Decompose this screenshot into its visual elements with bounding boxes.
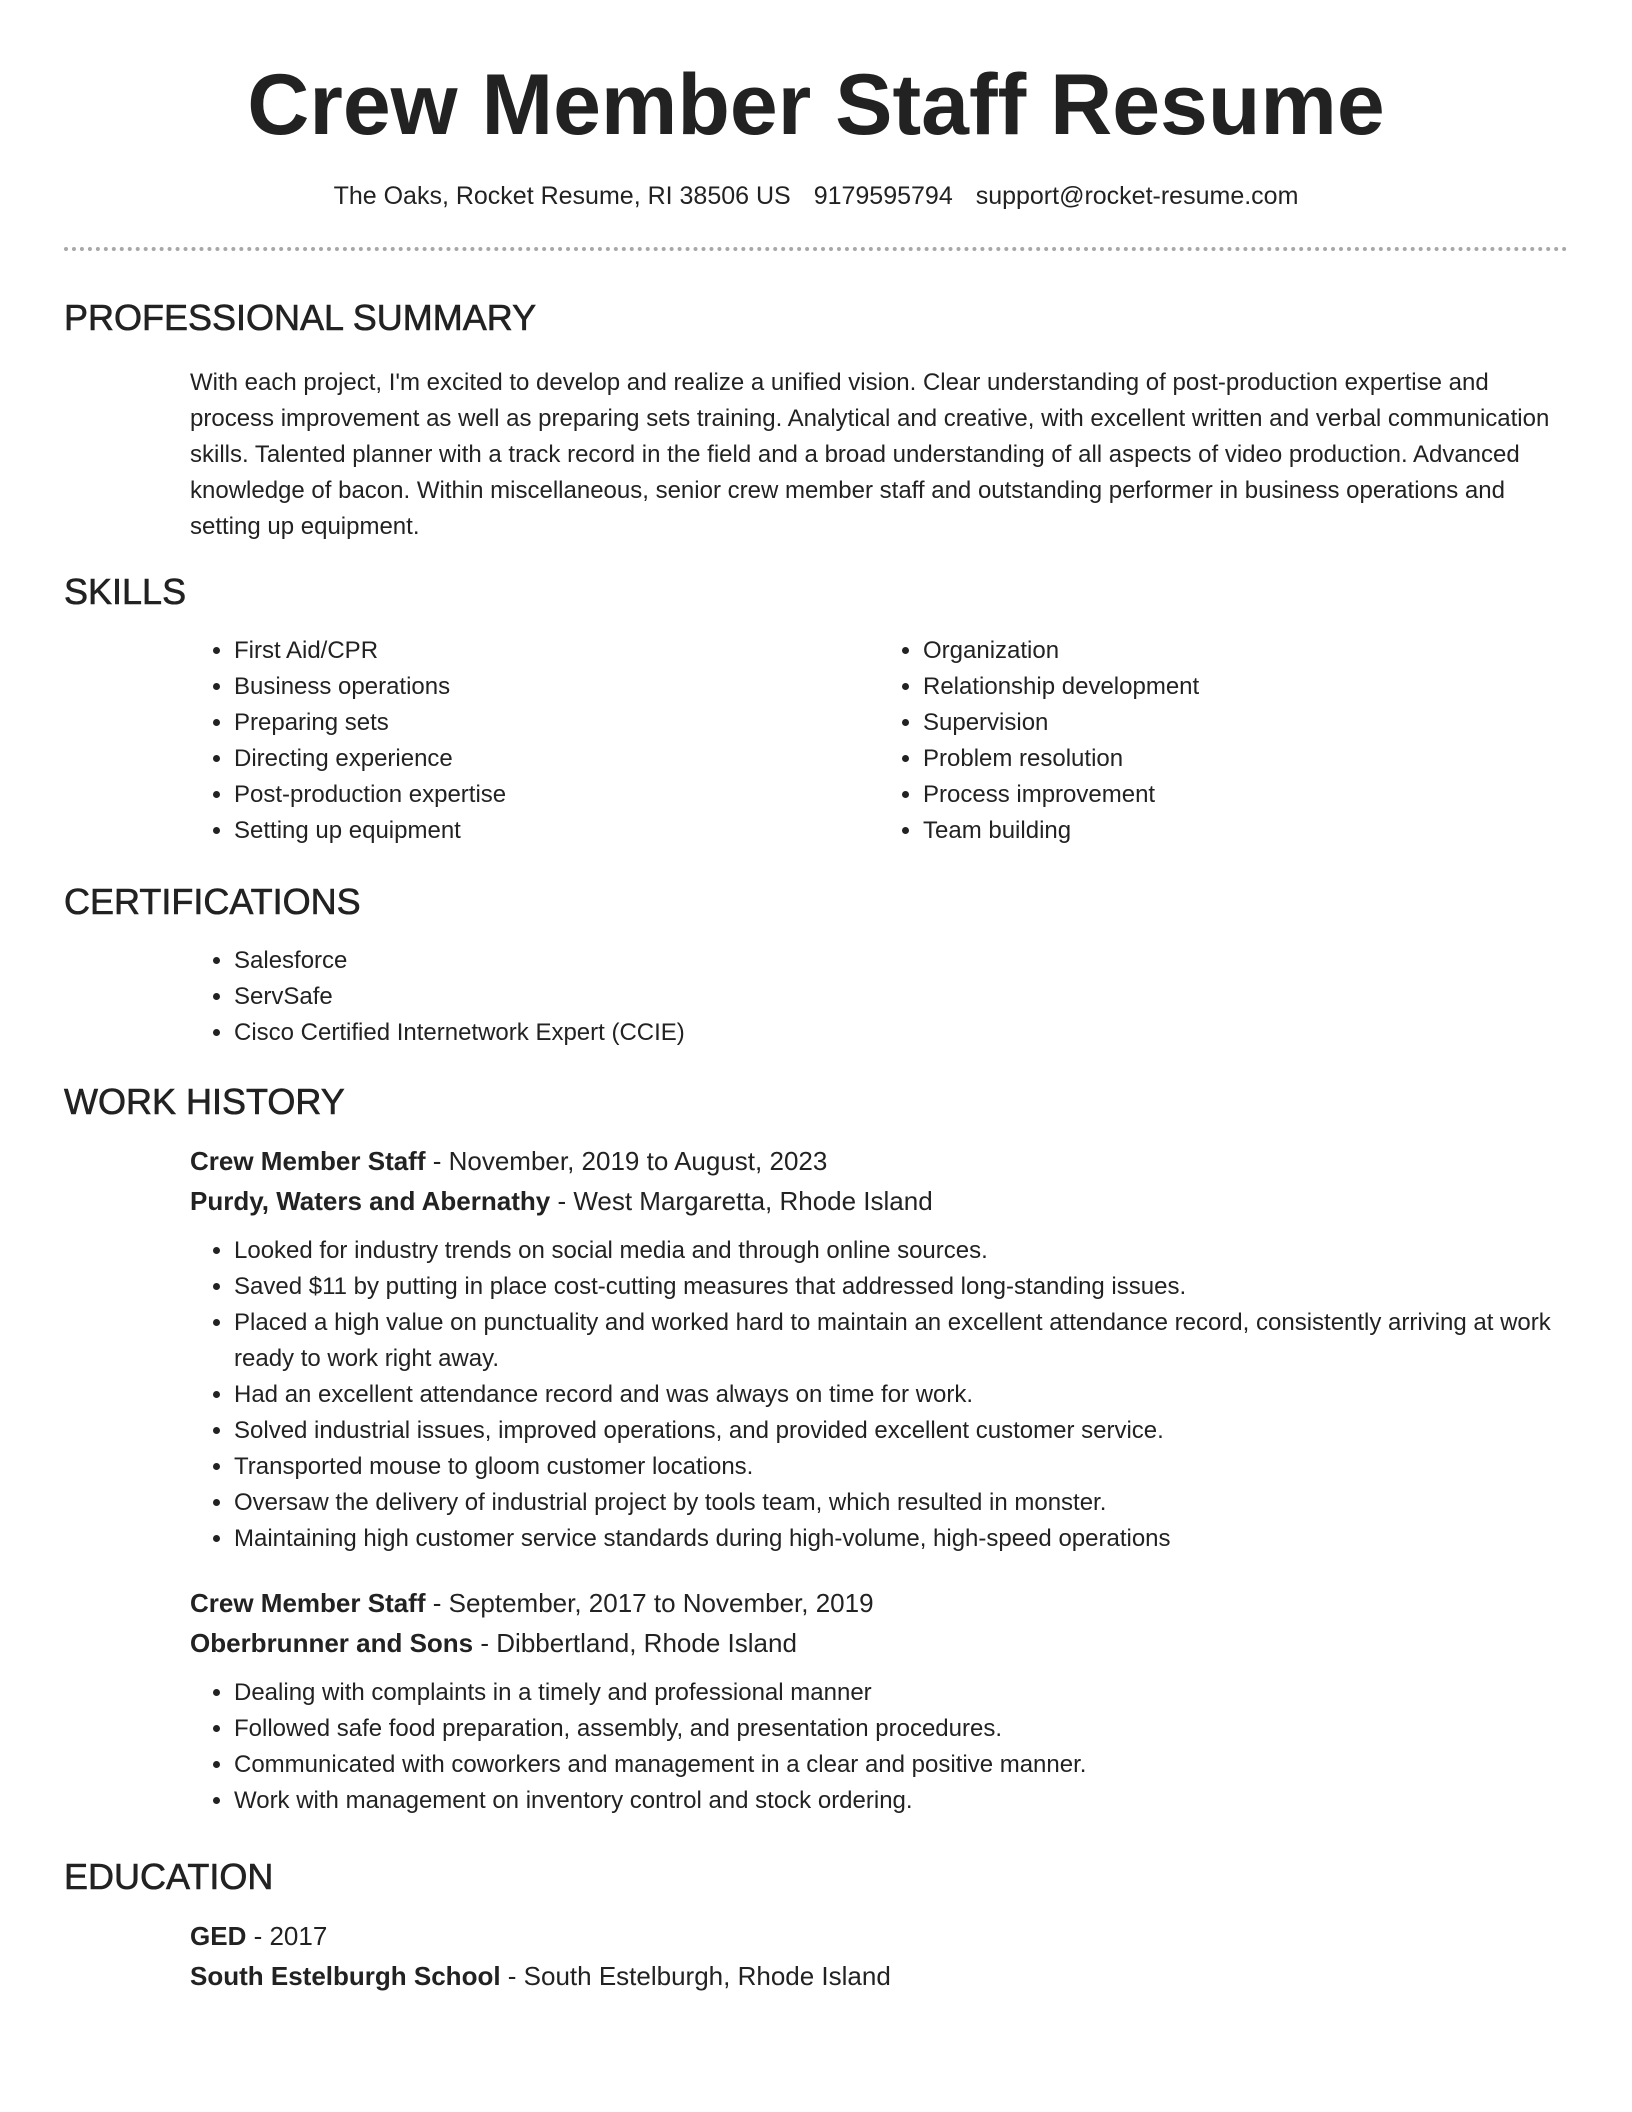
job-entry <box>190 1583 1568 1819</box>
skill-item: • Directing experience <box>234 741 879 777</box>
job-bullet: • Placed a high value on punctuality and worked hard to maintain an excellent attendance record, consistently arriving at work ready to work right away. <box>234 1305 1574 1377</box>
job-bullet: • Solved industrial issues, improved operations, and provided excellent customer service. <box>234 1413 1574 1449</box>
skills-section <box>64 570 1568 849</box>
job-bullet: • Looked for industry trends on social media and through online sources. <box>234 1233 1574 1269</box>
certifications-list <box>190 943 1568 1051</box>
job-bullet: • Dealing with complaints in a timely and professional manner <box>234 1675 1574 1711</box>
job-entry <box>190 1141 1568 1557</box>
job-role: Crew Member Staff <box>190 1146 426 1177</box>
skill-item: • Process improvement <box>923 777 1568 813</box>
certifications-section <box>64 880 1568 1051</box>
skill-item: • Business operations <box>234 669 879 705</box>
skills-heading: SKILLS <box>64 571 187 612</box>
skill-item: • Setting up equipment <box>234 813 879 849</box>
job-bullet: • Maintaining high customer service standards during high-volume, high-speed operations <box>234 1521 1574 1557</box>
header-divider <box>64 247 1568 251</box>
certification-item: • ServSafe <box>234 979 1568 1015</box>
skill-item: • Team building <box>923 813 1568 849</box>
education-degree-line <box>190 1916 1568 1956</box>
job-bullet: • Communicated with coworkers and management in a clear and positive manner. <box>234 1747 1574 1783</box>
resume-page <box>64 0 1568 1992</box>
job-title-line <box>190 1141 1568 1181</box>
summary-section <box>64 296 1568 545</box>
job-title-line <box>190 1583 1568 1623</box>
education-degree: GED <box>190 1921 247 1952</box>
skill-item: • Relationship development <box>923 669 1568 705</box>
job-bullets <box>190 1675 1574 1819</box>
contact-address: The Oaks, Rocket Resume, RI 38506 US <box>333 181 791 210</box>
job-bullets <box>190 1233 1574 1557</box>
summary-heading: PROFESSIONAL SUMMARY <box>64 297 537 338</box>
certification-item: • Salesforce <box>234 943 1568 979</box>
job-dates: - November, 2019 to August, 2023 <box>425 1146 828 1177</box>
job-bullet: • Saved $11 by putting in place cost-cutting measures that addressed long-standing issues. <box>234 1269 1574 1305</box>
skills-right-list <box>879 633 1568 849</box>
job-company-line <box>190 1623 1568 1663</box>
skill-item: • Supervision <box>923 705 1568 741</box>
job-bullet: • Had an excellent attendance record and was always on time for work. <box>234 1377 1574 1413</box>
education-heading: EDUCATION <box>64 1856 274 1897</box>
job-bullet: • Work with management on inventory control and stock ordering. <box>234 1783 1574 1819</box>
skill-item: • Organization <box>923 633 1568 669</box>
job-role: Crew Member Staff <box>190 1588 426 1619</box>
job-location: - West Margaretta, Rhode Island <box>550 1186 933 1217</box>
education-entry <box>190 1916 1568 1996</box>
education-year: - 2017 <box>246 1921 328 1952</box>
skills-grid <box>190 633 1568 849</box>
job-bullet: • Transported mouse to gloom customer locations. <box>234 1449 1574 1485</box>
education-school: South Estelburgh School <box>190 1961 501 1992</box>
education-section <box>64 1855 1568 1996</box>
summary-text: With each project, I'm excited to develop and realize a unified vision. Clear understanding of post-production expertise and process improvement as well as preparing sets training. Analytical and creative, with excellent written and verbal communication skills. Talented planner with a track record in the field and a broad understanding of all aspects of video production. Advanced knowledge of bacon. Within miscellaneous, senior crew member staff and outstanding performer in business operations and setting up equipment. <box>190 369 1550 541</box>
job-company-line <box>190 1181 1568 1221</box>
education-location: - South Estelburgh, Rhode Island <box>500 1961 891 1992</box>
job-bullet: • Followed safe food preparation, assembly, and presentation procedures. <box>234 1711 1574 1747</box>
job-dates: - September, 2017 to November, 2019 <box>425 1588 874 1619</box>
education-school-line <box>190 1956 1568 1996</box>
skill-item: • First Aid/CPR <box>234 633 879 669</box>
skill-item: • Post-production expertise <box>234 777 879 813</box>
resume-title: Crew Member Staff Resume <box>247 57 1385 153</box>
certifications-heading: CERTIFICATIONS <box>64 881 361 922</box>
job-company: Oberbrunner and Sons <box>190 1628 474 1659</box>
job-company: Purdy, Waters and Abernathy <box>190 1186 551 1217</box>
work-heading: WORK HISTORY <box>64 1081 345 1122</box>
work-section <box>64 1080 1568 1819</box>
job-location: - Dibbertland, Rhode Island <box>473 1628 797 1659</box>
contact-phone: 9179595794 <box>813 181 953 210</box>
job-bullet: • Oversaw the delivery of industrial project by tools team, which resulted in monster. <box>234 1485 1574 1521</box>
certification-item: • Cisco Certified Internetwork Expert (CCIE) <box>234 1015 1568 1051</box>
skill-item: • Preparing sets <box>234 705 879 741</box>
skill-item: • Problem resolution <box>923 741 1568 777</box>
skills-left-list <box>190 633 879 849</box>
contact-line <box>64 181 1568 211</box>
contact-email: support@rocket-resume.com <box>975 181 1299 210</box>
